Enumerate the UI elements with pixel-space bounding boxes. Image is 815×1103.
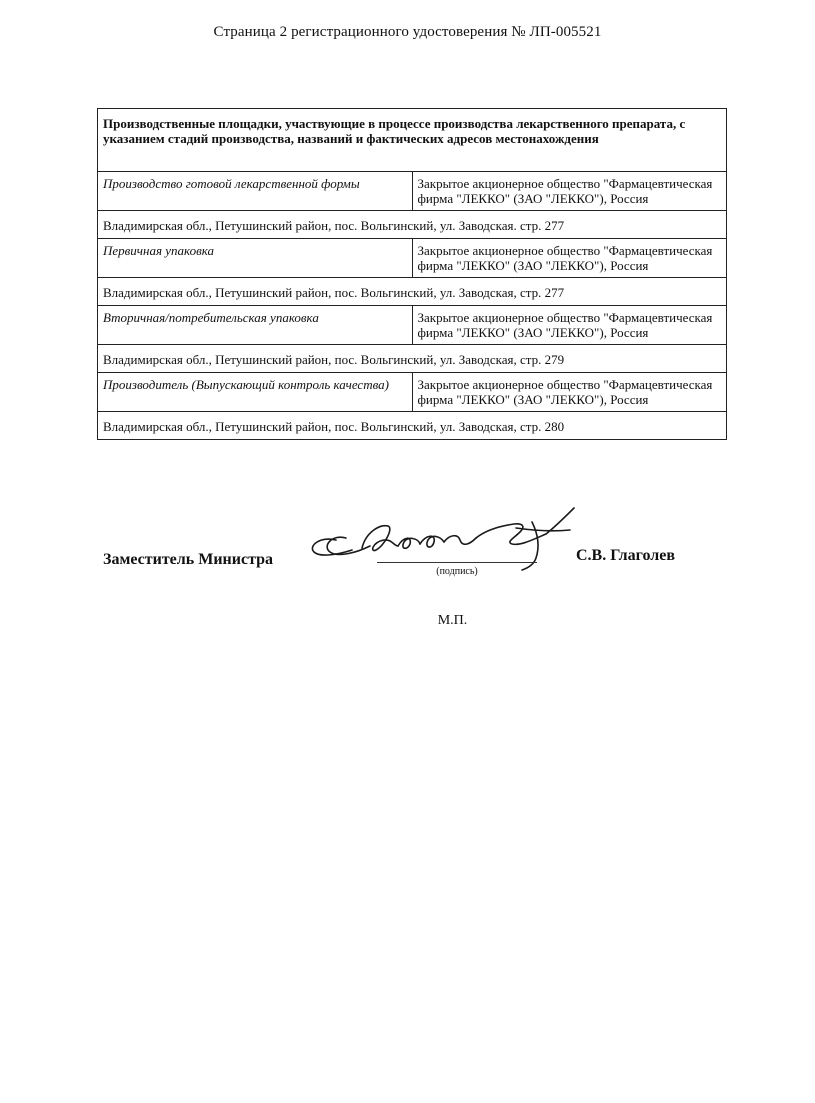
table-title: Производственные площадки, участвующие в процессе производства лекарственного препарата, с указанием стадий производства, названий и фактических адресов местонахождения: [98, 109, 727, 172]
table-row: [98, 306, 727, 345]
stage-cell: Производство готовой лекарственной формы: [98, 172, 413, 211]
address-cell: Владимирская обл., Петушинский район, пос. Вольгинский, ул. Заводская, стр. 279: [98, 345, 727, 373]
signature-block: [0, 520, 815, 590]
stage-cell: Вторичная/потребительская упаковка: [98, 306, 413, 345]
table-title-row: [98, 109, 727, 172]
address-row: [98, 211, 727, 239]
table-row: [98, 373, 727, 412]
stage-cell: Первичная упаковка: [98, 239, 413, 278]
address-row: [98, 345, 727, 373]
table-row: [98, 239, 727, 278]
address-cell: Владимирская обл., Петушинский район, пос. Вольгинский, ул. Заводская, стр. 280: [98, 412, 727, 440]
organization-cell: Закрытое акционерное общество "Фармацевтическая фирма "ЛЕККО" (ЗАО "ЛЕККО"), Россия: [412, 306, 727, 345]
organization-cell: Закрытое акционерное общество "Фармацевтическая фирма "ЛЕККО" (ЗАО "ЛЕККО"), Россия: [412, 373, 727, 412]
address-cell: Владимирская обл., Петушинский район, пос. Вольгинский, ул. Заводская, стр. 277: [98, 278, 727, 306]
seal-place-label: М.П.: [437, 613, 468, 628]
page-header: Страница 2 регистрационного удостоверения № ЛП-005521: [213, 24, 602, 40]
signature-line: [377, 562, 537, 563]
address-cell: Владимирская обл., Петушинский район, пос. Вольгинский, ул. Заводская. стр. 277: [98, 211, 727, 239]
signature-caption: (подпись): [436, 566, 478, 577]
signer-position: Заместитель Министра: [103, 551, 274, 568]
organization-cell: Закрытое акционерное общество "Фармацевтическая фирма "ЛЕККО" (ЗАО "ЛЕККО"), Россия: [412, 172, 727, 211]
address-row: [98, 278, 727, 306]
production-sites-table: [97, 108, 727, 440]
table-row: [98, 172, 727, 211]
signer-name: С.В. Глаголев: [576, 547, 675, 564]
address-row: [98, 412, 727, 440]
stage-cell: Производитель (Выпускающий контроль качества): [98, 373, 413, 412]
organization-cell: Закрытое акционерное общество "Фармацевтическая фирма "ЛЕККО" (ЗАО "ЛЕККО"), Россия: [412, 239, 727, 278]
